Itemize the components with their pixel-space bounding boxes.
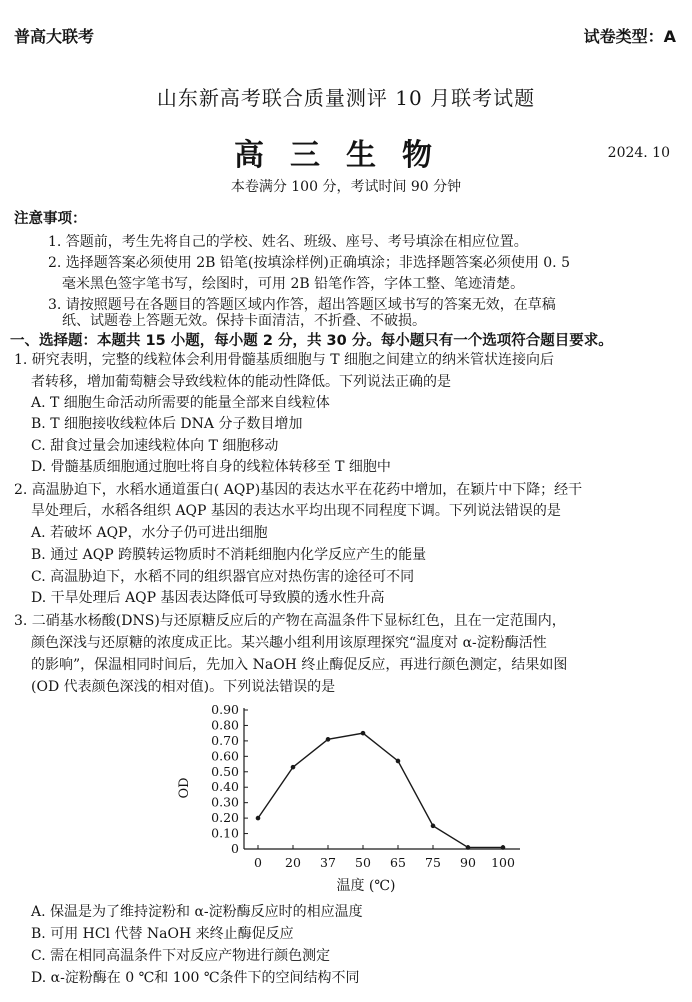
x-tick-label: 20 bbox=[285, 855, 301, 870]
y-tick-label: 0.50 bbox=[211, 763, 239, 779]
q3-option-a: A. 保温是为了维持淀粉和 α-淀粉酶反应时的相应温度 bbox=[31, 904, 363, 920]
y-tick-label: 0.80 bbox=[211, 717, 239, 733]
od-data-point bbox=[291, 765, 296, 770]
q1-stem-line: 1. 研究表明，完整的线粒体会利用骨髓基质细胞与 T 细胞之间建立的纳米管状连接向后 bbox=[14, 352, 555, 368]
q3-stem-line: 3. 二硝基水杨酸(DNS)与还原糖反应后的产物在高温条件下显标红色，且在一定范围内， bbox=[14, 613, 566, 629]
y-tick-label: 0.90 bbox=[211, 702, 239, 717]
od-data-point bbox=[431, 824, 436, 829]
x-tick-label: 50 bbox=[355, 855, 371, 870]
x-tick-label: 0 bbox=[254, 855, 262, 870]
q2-stem-line: 旱处理后，水稻各组织 AQP 基因的表达水平均出现不同程度下调。下列说法错误的是 bbox=[31, 503, 561, 519]
od-series-line bbox=[258, 733, 503, 847]
section-heading: 一、选择题：本题共 15 小题，每小题 2 分，共 30 分。每小题只有一个选项符合题目要求。 bbox=[10, 333, 613, 349]
q1-option-c: C. 甜食过量会加速线粒体向 T 细胞移动 bbox=[31, 438, 279, 454]
exam-brand: 普高大联考 bbox=[14, 27, 95, 46]
y-tick-label: 0.70 bbox=[211, 732, 239, 748]
x-tick-label: 75 bbox=[425, 855, 441, 870]
y-tick-label: 0.60 bbox=[211, 748, 239, 764]
q3-option-d: D. α-淀粉酶在 0 ℃和 100 ℃条件下的空间结构不同 bbox=[31, 970, 360, 986]
paper-type: 试卷类型：A bbox=[583, 27, 676, 46]
exam-date: 2024. 10 bbox=[607, 145, 670, 161]
exam-title: 山东新高考联合质量测评 10 月联考试题 bbox=[156, 86, 536, 110]
od-data-point bbox=[361, 731, 366, 736]
y-axis-label: OD bbox=[177, 777, 192, 799]
q3-option-c: C. 需在相同高温条件下对反应产物进行颜色测定 bbox=[31, 948, 331, 964]
q2-option-a: A. 若破坏 AQP，水分子仍可进出细胞 bbox=[31, 525, 268, 541]
q2-option-d: D. 干旱处理后 AQP 基因表达降低可导致膜的透水性升高 bbox=[31, 590, 385, 606]
notes-heading: 注意事项： bbox=[14, 211, 87, 227]
od-data-point bbox=[326, 737, 331, 742]
od-data-point bbox=[396, 759, 401, 764]
x-tick-label: 37 bbox=[320, 855, 336, 870]
y-tick-label: 0.40 bbox=[211, 779, 239, 795]
note-item: 1. 答题前，考生先将自己的学校、姓名、班级、座号、考号填涂在相应位置。 bbox=[48, 234, 528, 250]
note-item: 纸、试题卷上答题无效。保持卡面清洁，不折叠、不破损。 bbox=[62, 313, 426, 329]
x-axis-label: 温度 (℃) bbox=[336, 878, 396, 894]
q3-stem-line: 颜色深浅与还原糖的浓度成正比。某兴趣小组利用该原理探究“温度对 α-淀粉酶活性 bbox=[31, 635, 547, 651]
x-tick-label: 65 bbox=[390, 855, 406, 870]
y-tick-label: 0 bbox=[231, 841, 239, 856]
y-tick-label: 0.10 bbox=[211, 825, 239, 841]
q1-option-d: D. 骨髓基质细胞通过胞吐将自身的线粒体转移至 T 细胞中 bbox=[31, 459, 391, 475]
q3-stem-line: (OD 代表颜色深浅的相对值)。下列说法错误的是 bbox=[31, 679, 336, 695]
subject-title: 高三生物 bbox=[234, 138, 458, 173]
od-data-point bbox=[256, 816, 261, 821]
q2-stem-line: 2. 高温胁迫下，水稻水通道蛋白( AQP)基因的表达水平在花药中增加，在颖片中下降；经干 bbox=[14, 482, 583, 498]
note-item: 毫米黑色签字笔书写，绘图时，可用 2B 铅笔作答，字体工整、笔迹清楚。 bbox=[62, 276, 525, 292]
exam-meta: 本卷满分 100 分，考试时间 90 分钟 bbox=[230, 179, 462, 195]
q3-option-b: B. 可用 HCl 代替 NaOH 来终止酶促反应 bbox=[31, 926, 294, 942]
x-tick-label: 100 bbox=[491, 855, 515, 870]
note-item: 3. 请按照题号在各题目的答题区域内作答，超出答题区域书写的答案无效，在草稿 bbox=[48, 297, 556, 313]
od-data-point bbox=[501, 845, 506, 850]
x-tick-label: 90 bbox=[460, 855, 476, 870]
q3-stem-line: 的影响”，保温相同时间后，先加入 NaOH 终止酶促反应，再进行颜色测定，结果如图 bbox=[31, 657, 568, 673]
od-temperature-chart bbox=[176, 698, 526, 898]
q1-option-a: A. T 细胞生命活动所需要的能量全部来自线粒体 bbox=[31, 395, 330, 411]
q2-option-c: C. 高温胁迫下，水稻不同的组织器官应对热伤害的途径可不同 bbox=[31, 569, 415, 585]
q1-option-b: B. T 细胞接收线粒体后 DNA 分子数目增加 bbox=[31, 416, 303, 432]
y-tick-label: 0.20 bbox=[211, 810, 239, 826]
q2-option-b: B. 通过 AQP 跨膜转运物质时不消耗细胞内化学反应产生的能量 bbox=[31, 547, 427, 563]
od-data-point bbox=[466, 845, 471, 850]
q1-stem-line: 者转移，增加葡萄糖会导致线粒体的能动性降低。下列说法正确的是 bbox=[31, 374, 451, 390]
y-tick-label: 0.30 bbox=[211, 794, 239, 810]
note-item: 2. 选择题答案必须使用 2B 铅笔(按填涂样例)正确填涂；非选择题答案必须使用 0. 5 bbox=[48, 255, 570, 271]
